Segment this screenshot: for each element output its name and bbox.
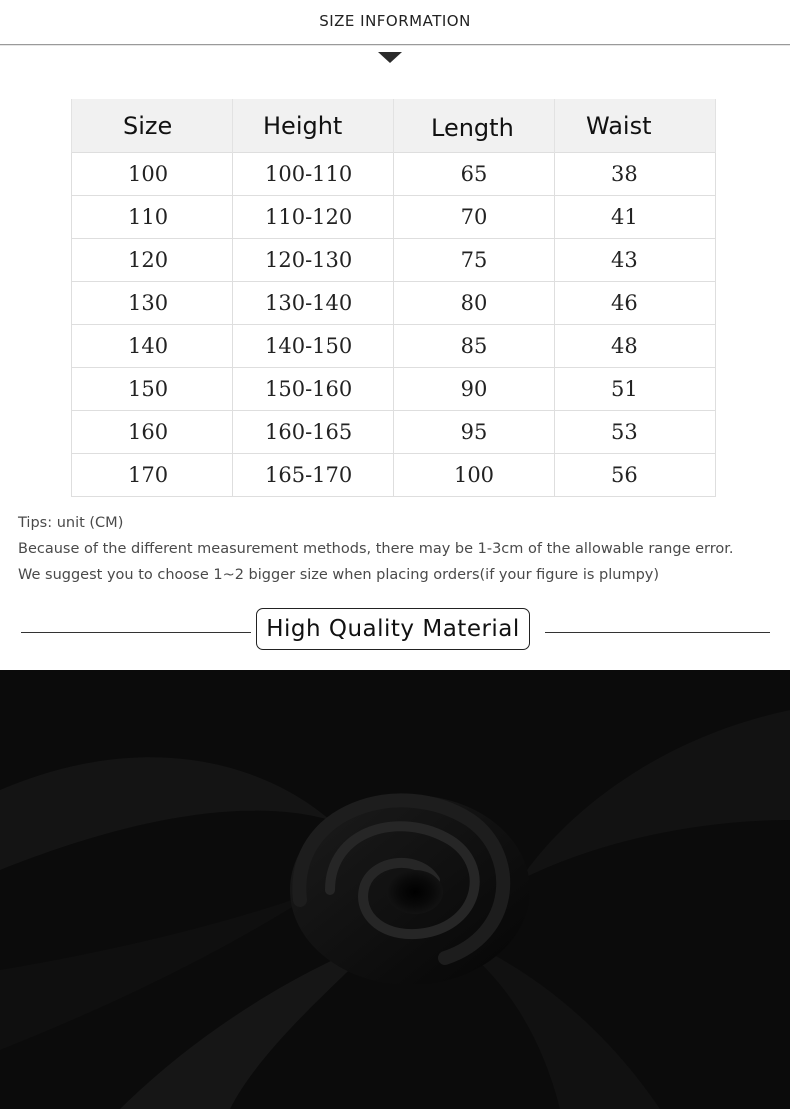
cell-waist: 38	[555, 153, 716, 196]
table-row	[72, 153, 716, 196]
cell-height: 150-160	[233, 368, 394, 411]
tips-block	[18, 510, 733, 588]
cell-size: 140	[72, 325, 233, 368]
table-row	[72, 411, 716, 454]
cell-height: 110-120	[233, 196, 394, 239]
size-table	[71, 99, 716, 497]
cell-length: 85	[394, 325, 555, 368]
cell-height: 120-130	[233, 239, 394, 282]
cell-size: 120	[72, 239, 233, 282]
table-row	[72, 325, 716, 368]
table-header-row	[72, 99, 716, 153]
cell-height: 100-110	[233, 153, 394, 196]
section-divider-right	[545, 632, 770, 633]
table-row	[72, 368, 716, 411]
cell-size: 160	[72, 411, 233, 454]
tips-unit: Tips: unit (CM)	[18, 515, 124, 531]
fabric-photo	[0, 670, 790, 1109]
cell-size: 110	[72, 196, 233, 239]
tips-suggestion: We suggest you to choose 1~2 bigger size when placing orders(if your figure is plumpy)	[18, 567, 660, 583]
down-arrow-icon	[378, 52, 402, 63]
cell-length: 65	[394, 153, 555, 196]
cell-waist: 56	[555, 454, 716, 497]
cell-waist: 41	[555, 196, 716, 239]
cell-waist: 46	[555, 282, 716, 325]
table-row	[72, 196, 716, 239]
cell-height: 160-165	[233, 411, 394, 454]
cell-size: 100	[72, 153, 233, 196]
page-title: SIZE INFORMATION	[319, 12, 471, 30]
section-title: High Quality Material	[256, 608, 530, 650]
cell-size: 130	[72, 282, 233, 325]
table-row	[72, 282, 716, 325]
column-header-size: Size	[72, 99, 233, 153]
cell-waist: 48	[555, 325, 716, 368]
cell-height: 165-170	[233, 454, 394, 497]
cell-height: 140-150	[233, 325, 394, 368]
cell-waist: 53	[555, 411, 716, 454]
column-header-height: Height	[233, 99, 394, 153]
column-header-waist: Waist	[555, 99, 716, 153]
section-divider-left	[21, 632, 251, 633]
cell-length: 75	[394, 239, 555, 282]
cell-length: 80	[394, 282, 555, 325]
cell-waist: 51	[555, 368, 716, 411]
table-row	[72, 454, 716, 497]
cell-size: 150	[72, 368, 233, 411]
header-divider	[0, 44, 790, 46]
cell-height: 130-140	[233, 282, 394, 325]
cell-length: 90	[394, 368, 555, 411]
cell-size: 170	[72, 454, 233, 497]
cell-length: 70	[394, 196, 555, 239]
tips-error-note: Because of the different measurement methods, there may be 1-3cm of the allowable range error.	[18, 541, 734, 557]
fabric-swirl-illustration	[0, 670, 790, 1109]
column-header-length: Length	[394, 99, 555, 153]
cell-waist: 43	[555, 239, 716, 282]
table-row	[72, 239, 716, 282]
cell-length: 100	[394, 454, 555, 497]
cell-length: 95	[394, 411, 555, 454]
